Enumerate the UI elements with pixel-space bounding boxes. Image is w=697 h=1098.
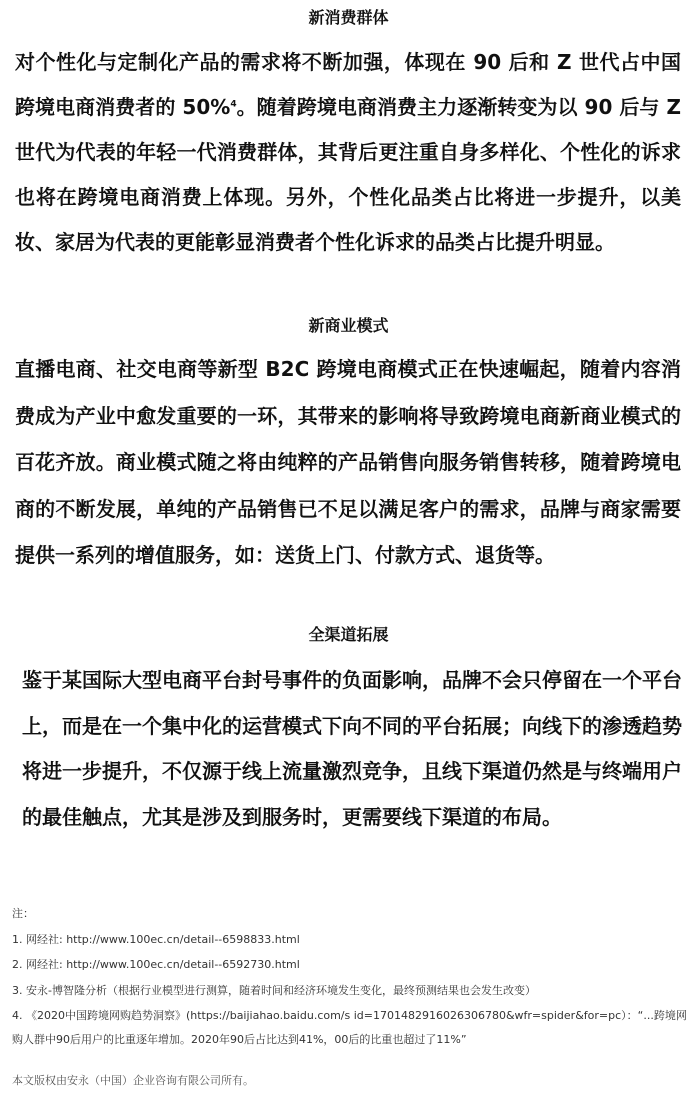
body-text-part-1: 对个性化与定制化产品的需求将不断加强，体现在 90 后和 Z 世代占中国跨境电商消费者的 50%: [15, 50, 681, 119]
section-heading-omnichannel: 全渠道拓展: [308, 625, 389, 644]
footnote-item: 3. 安永-博智隆分析（根据行业模型进行测算，随着时间和经济环境发生变化，最终预测结果也会发生改变）: [12, 983, 536, 997]
section-heading-new-business-model: 新商业模式: [308, 316, 389, 335]
section-body-new-consumers: [15, 40, 681, 265]
footnote-item: 2. 网经社: http://www.100ec.cn/detail--6592730.html: [12, 958, 300, 971]
section-body-omnichannel: 鉴于某国际大型电商平台封号事件的负面影响，品牌不会只停留在一个平台上，而是在一个集中化的运营模式下向不同的平台拓展；向线下的渗透趋势将进一步提升，不仅源于线上流量激烈竞争，且线下渠道仍然是与终端用户的最佳触点，尤其是涉及到服务时，更需要线下渠道的布局。: [22, 668, 682, 829]
footnote-item: 4. 《2020中国跨境网购趋势洞察》(https://baijiahao.baidu.com/s id=1701482916026306780&wfr=spider&for=pc）：“...跨境网购人群中90后用户的比重逐年增加。2020年90后占比达到41%，00后的比重也超过了11%”: [12, 1009, 687, 1046]
section-heading-new-consumers: 新消费群体: [308, 8, 389, 27]
section-body-new-business-model: 直播电商、社交电商等新型 B2C 跨境电商模式正在快速崛起，随着内容消费成为产业中愈发重要的一环，其带来的影响将导致跨境电商新商业模式的百花齐放。商业模式随之将由纯粹的产品销售向服务销售转移，随着跨境电商的不断发展，单纯的产品销售已不足以满足客户的需求，品牌与商家需要提供一系列的增值服务，如：送货上门、付款方式、退货等。: [15, 357, 681, 567]
footnote-item: 1. 网经社: http://www.100ec.cn/detail--6598833.html: [12, 932, 300, 946]
footnotes-label: 注：: [12, 907, 34, 920]
body-text-part-2: 。随着跨境电商消费主力逐渐转变为以 90 后与 Z 世代为代表的年轻一代消费群体，其背后更注重自身多样化、个性化的诉求也将在跨境电商消费上体现。另外，个性化品类占比将进一步提升，以美妆、家居为代表的更能彰显消费者个性化诉求的品类占比提升明显。: [15, 95, 681, 254]
footnotes: [12, 901, 688, 1052]
copyright-notice: 本文版权由安永（中国）企业咨询有限公司所有。: [12, 1074, 254, 1087]
footnote-ref-4: 4: [230, 99, 237, 110]
